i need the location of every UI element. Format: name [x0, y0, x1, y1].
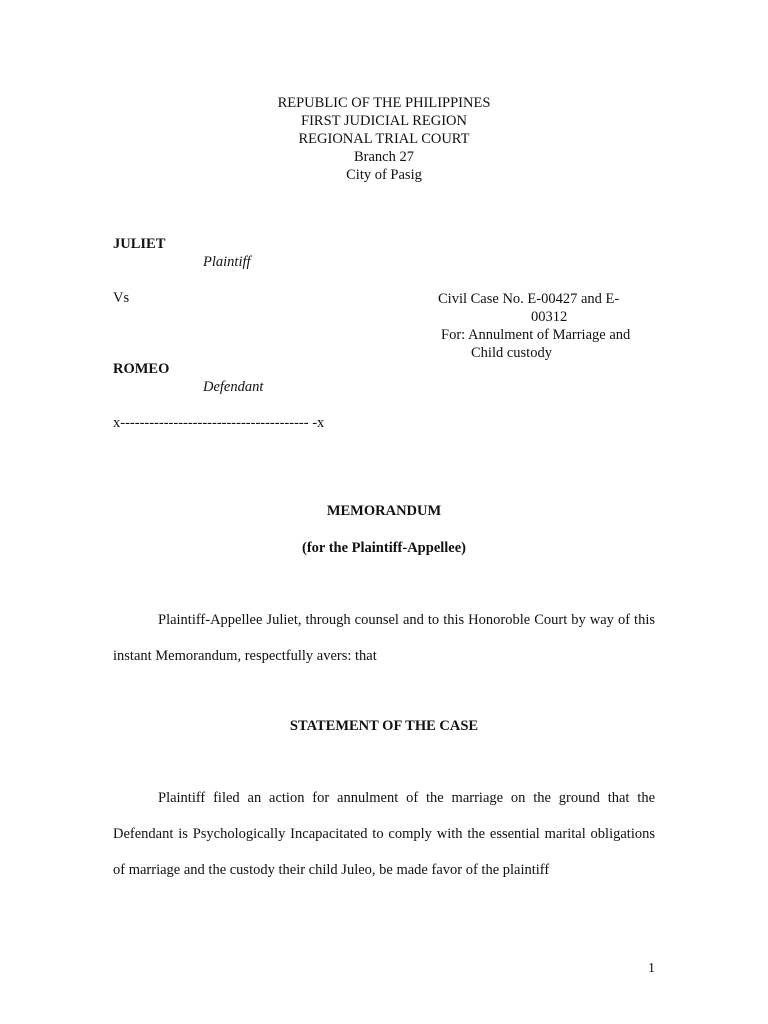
- court-header-region: FIRST JUDICIAL REGION: [301, 113, 467, 129]
- court-header-republic: REPUBLIC OF THE PHILIPPINES: [277, 95, 491, 111]
- page-number: 1: [648, 961, 655, 976]
- case-subject-line2: Child custody: [471, 345, 552, 361]
- case-paragraph-block: [113, 780, 655, 888]
- document-subtitle: (for the Plaintiff-Appellee): [301, 540, 467, 556]
- defendant-role: Defendant: [203, 379, 264, 395]
- plaintiff-role: Plaintiff: [203, 254, 251, 270]
- caption-separator: x--------------------------------------- -x: [113, 415, 325, 431]
- versus-label: Vs: [113, 290, 130, 306]
- court-header-court: REGIONAL TRIAL COURT: [298, 131, 470, 147]
- court-header-branch: Branch 27: [354, 149, 414, 165]
- document-title: MEMORANDUM: [326, 503, 442, 519]
- case-info-block: [438, 290, 648, 362]
- case-number-line1: Civil Case No. E-00427 and E-: [438, 291, 620, 307]
- intro-paragraph-block: [113, 602, 655, 674]
- defendant-name: ROMEO: [113, 361, 170, 377]
- plaintiff-name: JULIET: [113, 236, 166, 252]
- section-heading: STATEMENT OF THE CASE: [289, 718, 479, 734]
- case-paragraph: Plaintiff filed an action for annulment of the marriage on the ground that the Defendant is Psychologically Incapacitated to comply with the essential marital obligations of marriage and the custody their child Juleo, be made favor of the plaintiff: [113, 790, 655, 878]
- intro-paragraph: Plaintiff-Appellee Juliet, through counsel and to this Honoroble Court by way of this instant Memorandum, respectfully avers: that: [113, 612, 655, 664]
- court-header-city: City of Pasig: [346, 167, 422, 183]
- court-header: [0, 94, 768, 184]
- case-number-line2: 00312: [531, 309, 568, 325]
- case-subject-line1: For: Annulment of Marriage and: [441, 327, 631, 343]
